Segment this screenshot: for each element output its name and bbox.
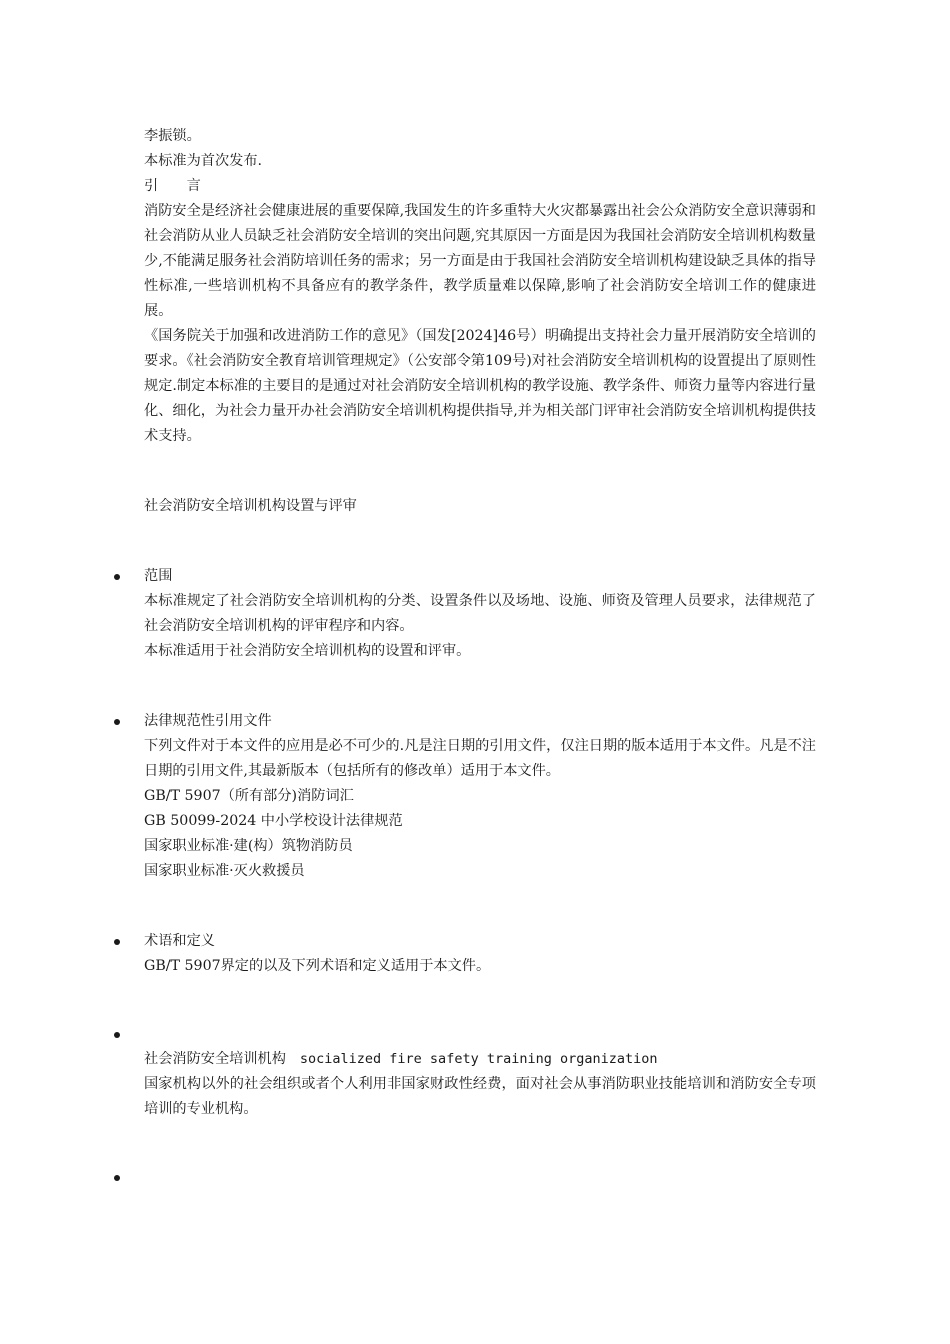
drafter-name-line: 李振锁。	[144, 128, 201, 144]
first-release-note: 本标准为首次发布.	[144, 153, 263, 169]
term-english: socialized fire safety training organization	[299, 1051, 658, 1067]
references-paragraph: 下列文件对于本文件的应用是必不可少的.凡是注日期的引用文件，仅注日期的版本适用于本文件。凡是不注日期的引用文件,其最新版本（包括所有的修改单）适用于本文件。	[144, 738, 816, 779]
document-title: 社会消防安全培训机构设置与评审	[144, 498, 357, 514]
definition-text: 国家机构以外的社会组织或者个人利用非国家财政性经费，面对社会从事消防职业技能培训和消防安全专项培训的专业机构。	[144, 1076, 816, 1117]
definition-term-line	[144, 1047, 816, 1072]
section-title-terms: 术语和定义	[144, 933, 215, 949]
reference-item: 国家职业标准·建(构）筑物消防员	[144, 838, 353, 854]
scope-paragraph-1: 本标准规定了社会消防安全培训机构的分类、设置条件以及场地、设施、师资及管理人员要求，法律规范了社会消防安全培训机构的评审程序和内容。	[144, 593, 816, 634]
reference-item: 国家职业标准·灭火救援员	[144, 863, 305, 879]
definition-entry	[144, 1024, 816, 1122]
bullet-icon	[114, 1175, 120, 1181]
section-title-scope: 范围	[144, 568, 173, 584]
scope-paragraph-2: 本标准适用于社会消防安全培训机构的设置和评审。	[144, 643, 471, 659]
reference-item: GB/T 5907（所有部分)消防词汇	[144, 788, 354, 804]
bullet-icon	[114, 574, 120, 580]
foreword-paragraph-1: 消防安全是经济社会健康进展的重要保障,我国发生的许多重特大火灾都暴露出社会公众消防安全意识薄弱和社会消防从业人员缺乏社会消防安全培训的突出问题,究其原因一方面是因为我国社会消防安全培训机构数量少,不能满足服务社会消防培训任务的需求；另一方面是由于我国社会消防安全培训机构建设缺乏具体的指导性标准,一些培训机构不具备应有的教学条件，教学质量难以保障,影响了社会消防安全培训工作的健康进展。	[144, 203, 816, 319]
terms-paragraph: GB/T 5907界定的以及下列术语和定义适用于本文件。	[144, 958, 491, 974]
section-terms-definitions	[144, 929, 816, 979]
foreword-heading: 引 言	[144, 178, 201, 194]
bullet-icon	[114, 1032, 120, 1038]
bullet-icon	[114, 939, 120, 945]
document-body	[144, 124, 816, 1167]
term-chinese: 社会消防安全培训机构	[144, 1051, 286, 1067]
section-scope	[144, 564, 816, 664]
section-title-references: 法律规范性引用文件	[144, 713, 272, 729]
section-normative-references	[144, 709, 816, 884]
bullet-icon	[114, 719, 120, 725]
foreword-paragraph-2: 《国务院关于加强和改进消防工作的意见》（国发[2024]46号）明确提出支持社会力量开展消防安全培训的要求。《社会消防安全教育培训管理规定》（公安部令第109号)对社会消防安全培训机构的设置提出了原则性规定.制定本标准的主要目的是通过对社会消防安全培训机构的教学设施、教学条件、师资力量等内容进行量化、细化，为社会力量开办社会消防安全培训机构提供指导,并为相关部门评审社会消防安全培训机构提供技术支持。	[144, 328, 816, 444]
reference-item: GB 50099-2024 中小学校设计法律规范	[144, 813, 403, 829]
